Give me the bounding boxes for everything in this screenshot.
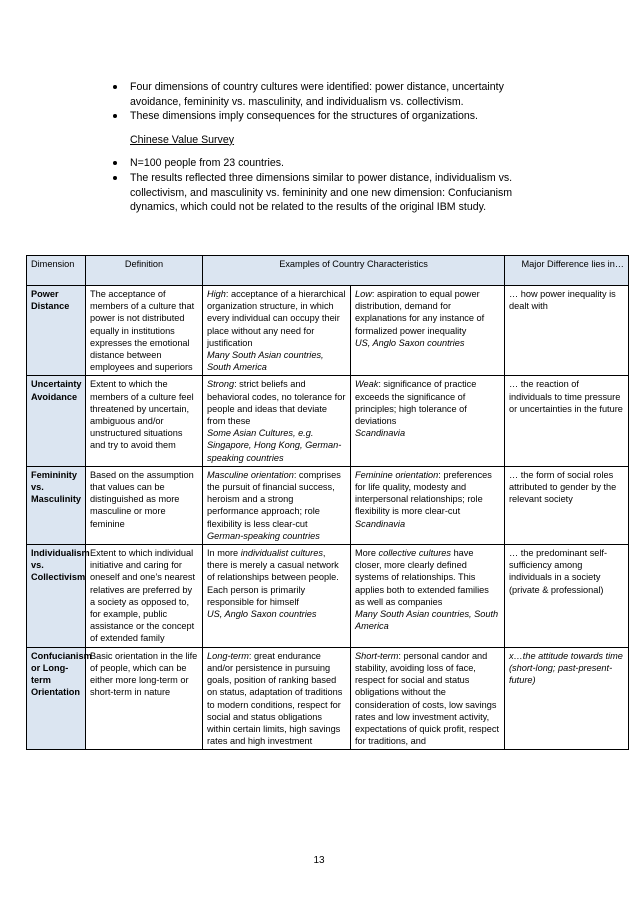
header-difference: Major Difference lies in… (505, 256, 629, 286)
example-cell: Weak: significance of practice exceeds the significance of principles; high tolerance of deviations Scandinavia (351, 376, 505, 466)
header-definition: Definition (86, 256, 203, 286)
bullet-dot-icon (113, 176, 117, 180)
example-cell: Masculine orientation: comprises the pursuit of financial success, heroism and a strong performance approach; role flexibility is less clear-cut German-speaking countries (203, 466, 351, 544)
table-header-row (27, 256, 629, 286)
example-cell: In more individualist cultures, there is merely a casual network of relationships between people. Each person is primarily responsible for himself US, Anglo Saxon countries (203, 545, 351, 648)
example-cell: More collective cultures have closer, more clearly defined systems of relationships. This applies both to extended families as well as companies Many South Asian countries, South America (351, 545, 505, 648)
header-dimension: Dimension (27, 256, 86, 286)
definition-cell: Extent to which individual initiative and caring for oneself and one’s nearest relatives are preferred by a society as opposed to, for example, public assistance or the concept of extended family (86, 545, 203, 648)
bullet-item: Four dimensions of country cultures were identified: power distance, uncertainty avoidance, femininity vs. masculinity, and individualism vs. collectivism. (113, 80, 533, 109)
difference-cell: x…the attitude towards time (short-long; past-present-future) (505, 647, 629, 750)
bullet-item: These dimensions imply consequences for the structures of organizations. (113, 109, 533, 124)
table-row (27, 647, 629, 750)
example-cell: Long-term: great endurance and/or persistence in pursuing goals, position of ranking based on status, adaptation of traditions to modern conditions, respect for social and status obligations within certain limits, high savings rates and high investment (203, 647, 351, 750)
bullet-dot-icon (113, 114, 117, 118)
example-cell: Short-term: personal candor and stability, avoiding loss of face, respect for social and status obligations without the consideration of costs, low savings rates and low investment activity, expectations of quick profit, respect for traditions, and (351, 647, 505, 750)
section-title: Chinese Value Survey (130, 133, 235, 146)
table-row (27, 545, 629, 648)
page-number: 13 (313, 855, 325, 866)
culture-dimensions-table (26, 255, 629, 750)
dimension-cell: Femininity vs. Masculinity (27, 466, 86, 544)
dimension-cell: Confucianism or Long-term Orientation (27, 647, 86, 750)
definition-cell: The acceptance of members of a culture that power is not distributed equally in institutions expresses the emotional distance between employees and superiors (86, 286, 203, 376)
bullet-item: The results reflected three dimensions similar to power distance, individualism vs. collectivism, and masculinity vs. femininity and one new dimension: Confucianism dynamics, which could not be related to the results of the original IBM study. (113, 171, 533, 215)
bullet-dot-icon (113, 161, 117, 165)
dimension-cell: Power Distance (27, 286, 86, 376)
example-cell: High: acceptance of a hierarchical organization structure, in which every individual can occupy their place without any need for justification Many South Asian countries, South America (203, 286, 351, 376)
header-examples: Examples of Country Characteristics (203, 256, 505, 286)
difference-cell: … the reaction of individuals to time pressure or uncertainties in the future (505, 376, 629, 466)
example-cell: Strong: strict beliefs and behavioral codes, no tolerance for people and ideas that deviate from these Some Asian Cultures, e.g. Singapore, Hong Kong, German-speaking countries (203, 376, 351, 466)
definition-cell: Basic orientation in the life of people, which can be either more long-term or short-term in nature (86, 647, 203, 750)
difference-cell: … the predominant self-sufficiency among individuals in a society (private & professional) (505, 545, 629, 648)
difference-cell: … how power inequality is dealt with (505, 286, 629, 376)
difference-cell: … the form of social roles attributed to gender by the relevant society (505, 466, 629, 544)
table-row (27, 376, 629, 466)
bullet-item: N=100 people from 23 countries. (113, 156, 533, 171)
dimension-cell: Individualism vs. Collectivism (27, 545, 86, 648)
table-row (27, 466, 629, 544)
dimension-cell: Uncertainty Avoidance (27, 376, 86, 466)
table-row (27, 286, 629, 376)
bullet-section (113, 80, 533, 215)
example-cell: Feminine orientation: preferences for life quality, modesty and interpersonal relationships; role flexibility is more clear-cut Scandinavia (351, 466, 505, 544)
example-cell: Low: aspiration to equal power distribution, demand for explanations for any instance of formalized power inequality US, Anglo Saxon countries (351, 286, 505, 376)
bullet-dot-icon (113, 85, 117, 89)
definition-cell: Based on the assumption that values can be distinguished as more masculine or more feminine (86, 466, 203, 544)
definition-cell: Extent to which the members of a culture feel threatened by uncertain, ambiguous and/or unstructured situations and try to avoid them (86, 376, 203, 466)
